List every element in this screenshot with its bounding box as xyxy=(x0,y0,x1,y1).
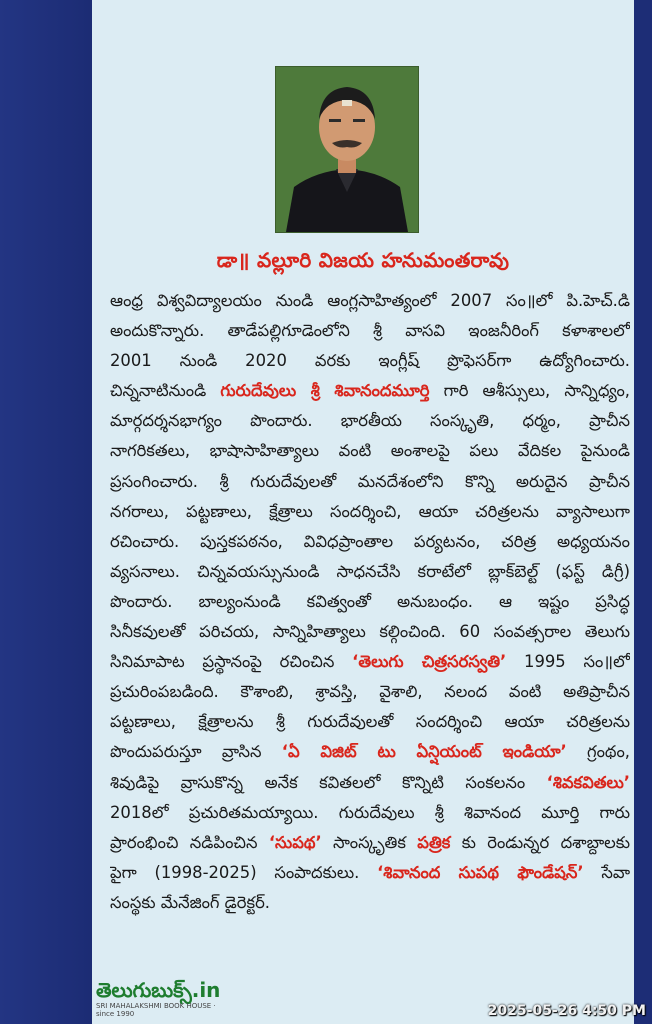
bio-line xyxy=(110,587,630,617)
bio-text: పట్టణాలు, క్షేత్రాలను శ్రీ గురుదేవులతో సందర్శించి ఆయా చరిత్రలను xyxy=(110,712,630,732)
bio-text: శివుడిపై వ్రాసుకొన్న అనేక కవితలలో కొన్నిటి సంకలనం xyxy=(110,772,547,792)
bio-line xyxy=(110,617,630,647)
bio-text: 1995 సం॥లో xyxy=(506,652,630,672)
bio-line xyxy=(110,316,630,346)
bio-text: ప్రచురింపబడింది. కౌశాంబి, శ్రావస్తి, వైశాలి, నలంద వంటి అతిప్రాచీన xyxy=(110,682,630,702)
bio-text: ఆంధ్ర విశ్వవిద్యాలయం నుండి ఆంగ్లసాహిత్యంలో 2007 సం॥లో పి.హెచ్.డి xyxy=(110,291,630,310)
logo-subtext: SRI MAHALAKSHMI BOOK HOUSE · since 1990 xyxy=(96,1002,216,1018)
bio-text: 2018లో ప్రచురితమయ్యాయి. గురుదేవులు శ్రీ శివానంద మూర్తి గారు xyxy=(110,802,630,822)
bio-line xyxy=(110,286,630,316)
bio-text: రచించారు. పుస్తకపఠనం, వివిధప్రాంతాల పర్యటనం, చరిత్ర అధ్యయనం xyxy=(110,531,630,551)
highlighted-title: ‘శివకవితలు’ xyxy=(546,772,630,792)
bio-line xyxy=(110,406,630,436)
bio-line xyxy=(110,798,630,828)
author-bio xyxy=(110,286,630,918)
bio-text: ప్రసంగించారు. శ్రీ గురుదేవులతో మనదేశంలోని కొన్ని అరుదైన ప్రాచీన xyxy=(110,471,630,491)
highlighted-title: ‘తెలుగు చిత్రసరస్వతి’ xyxy=(352,652,507,672)
bio-line xyxy=(110,707,630,737)
bio-text: చిన్ననాటినుండి xyxy=(110,381,221,401)
highlighted-title: ‘సుపథ’ xyxy=(268,832,322,852)
left-blue-band xyxy=(0,0,92,1024)
bio-line xyxy=(110,497,630,527)
photo-timestamp: 2025-05-26 4:50 PM xyxy=(487,1003,646,1019)
highlighted-title: పత్రిక xyxy=(417,832,451,852)
back-cover xyxy=(92,0,634,1024)
bio-text: కు రెండున్నర దశాబ్దాలకు xyxy=(450,832,630,852)
bio-text: మార్గదర్శనభాగ్యం పొందారు. భారతీయ సంస్కృతి, ధర్మం, ప్రాచీన xyxy=(110,411,630,431)
bio-text: 2001 నుండి 2020 వరకు ఇంగ్లీష్ ప్రొఫెసర్‌గా ఉద్యోగించారు. xyxy=(110,351,630,371)
bio-line xyxy=(110,858,630,888)
right-blue-band xyxy=(634,0,652,1024)
bio-text: సంస్థకు మేనేజింగ్ డైరెక్టర్. xyxy=(110,892,270,912)
bio-line xyxy=(110,527,630,557)
bio-text: అందుకొన్నారు. తాడేపల్లిగూడెంలోని శ్రీ వాసవి ఇంజనీరింగ్ కళాశాలలో xyxy=(110,321,630,341)
bio-line xyxy=(110,467,630,497)
bio-text: గ్రంథం, xyxy=(566,742,630,762)
bio-text: సినీకవులతో పరిచయ, సాన్నిహిత్యాలు కల్గించింది. 60 సంవత్సరాల తెలుగు xyxy=(110,622,630,642)
bio-line xyxy=(110,677,630,707)
bio-line xyxy=(110,647,630,677)
highlighted-title: ‘ఏ విజిట్ టు ఏన్షియంట్ ఇండియా’ xyxy=(281,742,567,762)
highlighted-title: ‘శివానంద సుపథ ఫౌండేషన్’ xyxy=(377,862,584,882)
bio-line xyxy=(110,737,630,767)
author-photo xyxy=(275,66,419,233)
bio-text: పొందుపరుస్తూ వ్రాసిన xyxy=(110,742,282,762)
bio-text: గారి ఆశీస్సులు, సాన్నిధ్యం, xyxy=(429,381,630,401)
author-name: డా॥ వల్లూరి విజయ హనుమంతరావు xyxy=(216,248,510,272)
bio-line xyxy=(110,557,630,587)
bio-line xyxy=(110,768,630,798)
bio-text: సినిమాపాట ప్రస్థానంపై రచించిన xyxy=(110,652,353,672)
bio-text: నగరాలు, పట్టణాలు, క్షేత్రాలు సందర్శించి, ఆయా చరిత్రలను వ్యాసాలుగా xyxy=(110,501,630,521)
bio-text: నాగరికతలు, భాషాసాహిత్యాలు వంటి అంశాలపై పలు వేదికల పైనుండి xyxy=(110,441,630,461)
publisher-logo xyxy=(92,978,222,1018)
logo-text: తెలుగుబుక్స్.in xyxy=(96,978,221,1002)
bio-line xyxy=(110,828,630,858)
bio-text: వ్యసనాలు. చిన్నవయస్సునుండి సాధనచేసి కరాటేలో బ్లాక్‌బెల్ట్ (ఫస్ట్ డిగ్రీ) xyxy=(110,561,630,581)
bio-line xyxy=(110,346,630,376)
bio-line xyxy=(110,888,630,918)
bio-text: పొందారు. బాల్యంనుండి కవిత్వంతో అనుబంధం. ఆ ఇష్టం ప్రసిద్ధ xyxy=(110,591,630,611)
bio-line xyxy=(110,436,630,466)
bio-text: సేవా xyxy=(583,862,630,882)
bio-line xyxy=(110,376,630,406)
bio-text: పైగా (1998-2025) సంపాదకులు. xyxy=(110,862,378,882)
highlighted-title: గురుదేవులు శ్రీ శివానందమూర్తి xyxy=(220,381,430,401)
bio-text: సాంస్కృతిక xyxy=(321,832,418,852)
bio-text: ప్రారంభించి నడిపించిన xyxy=(110,832,269,852)
